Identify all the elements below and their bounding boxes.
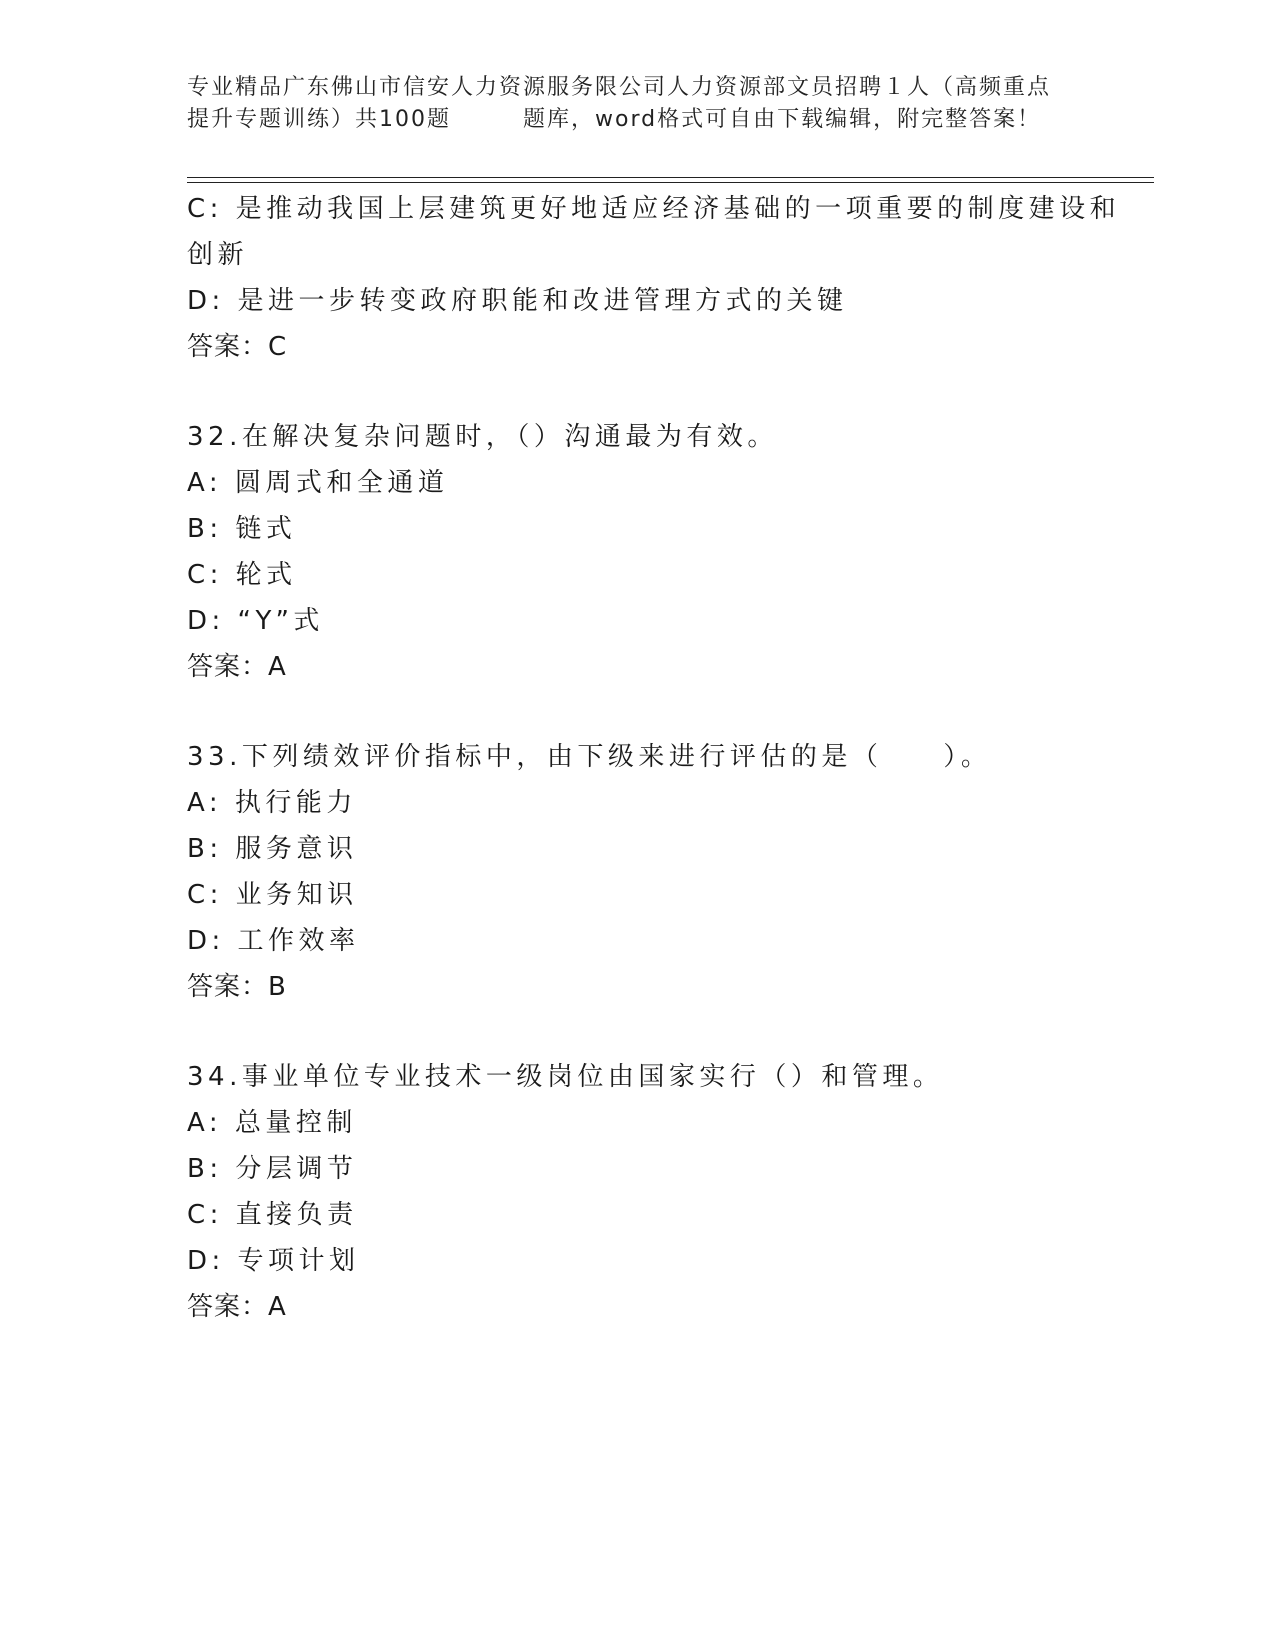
document-header [187, 72, 1087, 136]
answer: 答案：A [187, 1292, 287, 1322]
option-c: C: 是推动我国上层建筑更好地适应经济基础的一项重要的制度建设和 [187, 194, 1121, 224]
option-b: B: 分层调节 [187, 1154, 358, 1184]
option-c-continued: 创新 [187, 240, 249, 270]
option-c: C: 业务知识 [187, 880, 358, 910]
option-a: A: 总量控制 [187, 1108, 357, 1138]
question-32 [187, 414, 1087, 690]
question-stem: 32.在解决复杂问题时，（）沟通最为有效。 [187, 422, 778, 452]
option-b: B: 服务意识 [187, 834, 358, 864]
option-d: D: 是进一步转变政府职能和改进管理方式的关键 [187, 286, 848, 316]
question-33 [187, 734, 1087, 1010]
document-body [187, 186, 1121, 1330]
question-34 [187, 1054, 1087, 1330]
header-line-1: 专业精品广东佛山市信安人力资源服务限公司人力资源部文员招聘１人（高频重点 [187, 75, 1052, 100]
option-c: C: 轮式 [187, 560, 297, 590]
question-stem: 34.事业单位专业技术一级岗位由国家实行（）和管理。 [187, 1062, 944, 1092]
header-line-2: 提升专题训练）共100题 题库，word格式可自由下载编辑，附完整答案！ [187, 107, 1042, 132]
question-stem: 33.下列绩效评价指标中，由下级来进行评估的是（ ）。 [187, 742, 992, 772]
answer: 答案：C [187, 332, 288, 362]
option-a: A: 执行能力 [187, 788, 357, 818]
answer: 答案：B [187, 972, 287, 1002]
option-a: A: 圆周式和全通道 [187, 468, 449, 498]
answer: 答案：A [187, 652, 287, 682]
option-b: B: 链式 [187, 514, 297, 544]
option-d: D: 工作效率 [187, 926, 360, 956]
header-divider-bottom [187, 182, 1154, 183]
option-d: D: 专项计划 [187, 1246, 360, 1276]
option-d: D: “Y”式 [187, 606, 324, 636]
question-31-continued [187, 186, 1121, 370]
option-c: C: 直接负责 [187, 1200, 358, 1230]
header-divider-top [187, 177, 1154, 178]
